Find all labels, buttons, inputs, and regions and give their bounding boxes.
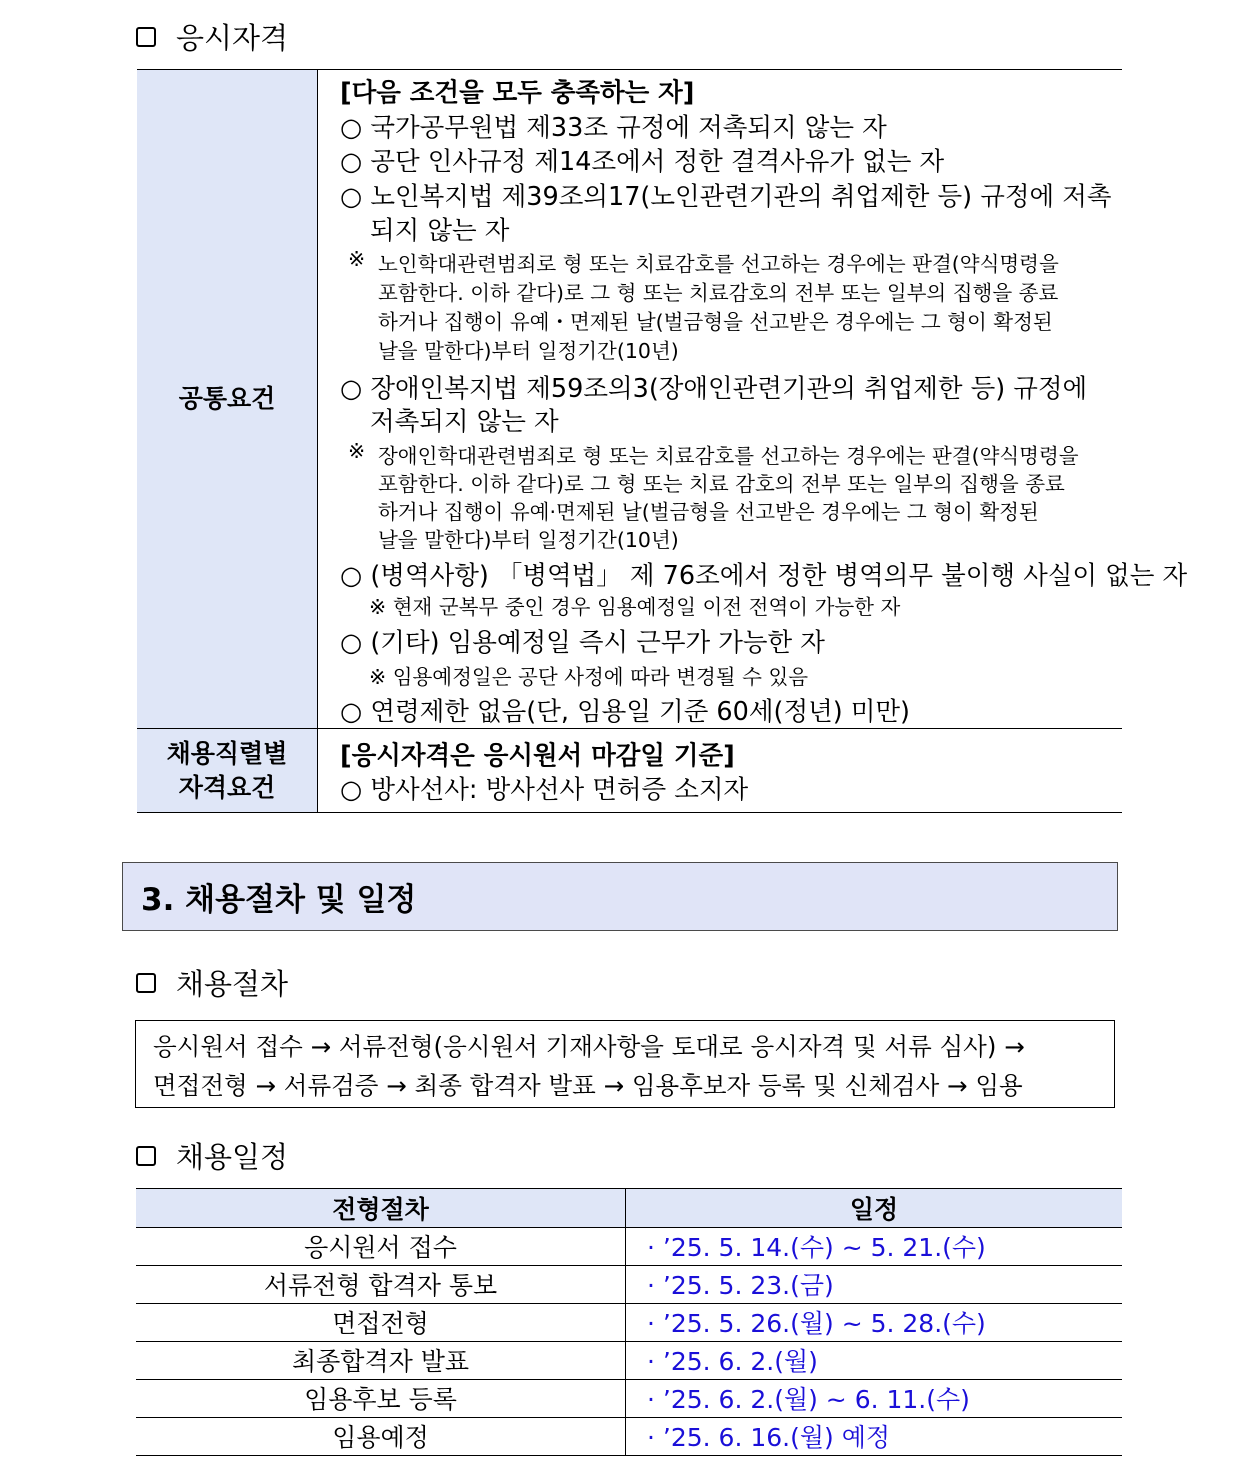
- note-mark: ※: [348, 439, 366, 463]
- job-item-1: ○ 방사선사: 방사선사 면허증 소지자: [340, 775, 749, 805]
- table-row: [136, 1303, 1122, 1342]
- step-cell: 임용후보 등록: [136, 1379, 626, 1417]
- table-row: [136, 1341, 1122, 1380]
- job-requirements-label: [137, 729, 318, 812]
- date-cell: · ’25. 5. 26.(월) ~ 5. 28.(수): [647, 1309, 986, 1338]
- note-1-line-1: 노인학대관련범죄로 형 또는 치료감호를 선고하는 경우에는 판결(약식명령을: [378, 252, 1059, 276]
- note-1-line-2: 포함한다. 이하 같다)로 그 형 또는 치료감호의 전부 또는 일부의 집행을 종료: [378, 281, 1059, 305]
- job-label-line2: 자격요건: [178, 772, 276, 802]
- note-mark: ※: [348, 247, 366, 271]
- procedure-heading: [136, 962, 288, 1003]
- table-row: [136, 1227, 1122, 1266]
- procedure-line-2: 면접전형 → 서류검증 → 최종 합격자 발표 → 임용후보자 등록 및 신체검사 → 임용: [153, 1071, 1023, 1100]
- procedure-line-1: 응시원서 접수 → 서류전형(응시원서 기재사항을 토대로 응시자격 및 서류 심사) →: [153, 1032, 1025, 1061]
- job-label-line1: 채용직렬별: [166, 738, 288, 768]
- common-item-3: ○ 노인복지법 제39조의17(노인관련기관의 취업제한 등) 규정에 저촉: [340, 182, 1112, 212]
- step-cell: 면접전형: [136, 1303, 626, 1341]
- job-title: [응시자격은 응시원서 마감일 기준]: [340, 741, 735, 771]
- table-row: [136, 1379, 1122, 1418]
- note-1-line-3: 하거나 집행이 유예・면제된 날(벌금형을 선고받은 경우에는 그 형이 확정된: [378, 310, 1053, 334]
- step-cell: 서류전형 합격자 통보: [136, 1265, 626, 1303]
- step-cell: 임용예정: [136, 1417, 626, 1455]
- common-item-6: ○ (기타) 임용예정일 즉시 근무가 가능한 자: [340, 628, 825, 658]
- common-item-4: ○ 장애인복지법 제59조의3(장애인관련기관의 취업제한 등) 규정에: [340, 374, 1088, 404]
- schedule-heading: [136, 1135, 288, 1176]
- table-header-row: [136, 1188, 1122, 1228]
- common-item-4-cont: 저촉되지 않는 자: [370, 407, 559, 437]
- section-banner-title: 3. 채용절차 및 일정: [141, 882, 417, 918]
- section-banner: [122, 862, 1118, 931]
- common-item-1: ○ 국가공무원법 제33조 규정에 저촉되지 않는 자: [340, 113, 887, 143]
- schedule-heading-text: 채용일정: [176, 1140, 289, 1174]
- note-2-line-2: 포함한다. 이하 같다)로 그 형 또는 치료 감호의 전부 또는 일부의 집행을 종료: [378, 472, 1065, 496]
- qualification-heading: [136, 16, 288, 57]
- note-2-line-1: 장애인학대관련범죄로 형 또는 치료감호를 선고하는 경우에는 판결(약식명령을: [378, 444, 1079, 468]
- note-2-line-3: 하거나 집행이 유예·면제된 날(벌금형을 선고받은 경우에는 그 형이 확정된: [378, 500, 1039, 524]
- note-1-line-4: 날을 말한다)부터 일정기간(10년): [378, 339, 679, 363]
- qualification-heading-text: 응시자격: [176, 21, 289, 55]
- common-item-2: ○ 공단 인사규정 제14조에서 정한 결격사유가 없는 자: [340, 147, 945, 177]
- common-item-7: ○ 연령제한 없음(단, 임용일 기준 60세(정년) 미만): [340, 697, 910, 727]
- date-cell: · ’25. 6. 16.(월) 예정: [647, 1423, 891, 1452]
- common-item-6-note: ※ 임용예정일은 공단 사정에 따라 변경될 수 있음: [369, 665, 809, 689]
- procedure-heading-text: 채용절차: [176, 967, 289, 1001]
- checkbox-square-icon: [136, 973, 156, 993]
- table-row: [136, 1265, 1122, 1304]
- date-cell: · ’25. 6. 2.(월) ~ 6. 11.(수): [647, 1385, 970, 1414]
- step-cell: 응시원서 접수: [136, 1227, 626, 1265]
- qualification-table: [137, 69, 1188, 813]
- procedure-box: [135, 1020, 1115, 1108]
- checkbox-square-icon: [136, 1146, 156, 1166]
- common-requirements-label: [137, 70, 318, 728]
- date-cell: · ’25. 6. 2.(월): [647, 1347, 818, 1376]
- date-cell: · ’25. 5. 14.(수) ~ 5. 21.(수): [647, 1233, 986, 1262]
- common-title: [다음 조건을 모두 충족하는 자]: [340, 78, 695, 108]
- column-header-date: 일정: [849, 1195, 899, 1224]
- note-2-line-4: 날을 말한다)부터 일정기간(10년): [378, 528, 679, 552]
- common-item-3-cont: 되지 않는 자: [370, 216, 510, 246]
- step-cell: 최종합격자 발표: [136, 1341, 626, 1379]
- common-item-5: ○ (병역사항) 「병역법」 제 76조에서 정한 병역의무 불이행 사실이 없는 자: [340, 561, 1188, 591]
- checkbox-square-icon: [136, 27, 156, 47]
- column-header-step: 전형절차: [136, 1189, 626, 1227]
- common-item-5-note: ※ 현재 군복무 중인 경우 임용예정일 이전 전역이 가능한 자: [369, 595, 901, 619]
- date-cell: · ’25. 5. 23.(금): [647, 1271, 834, 1300]
- table-row: [136, 1417, 1122, 1456]
- common-label-text: 공통요건: [178, 384, 276, 413]
